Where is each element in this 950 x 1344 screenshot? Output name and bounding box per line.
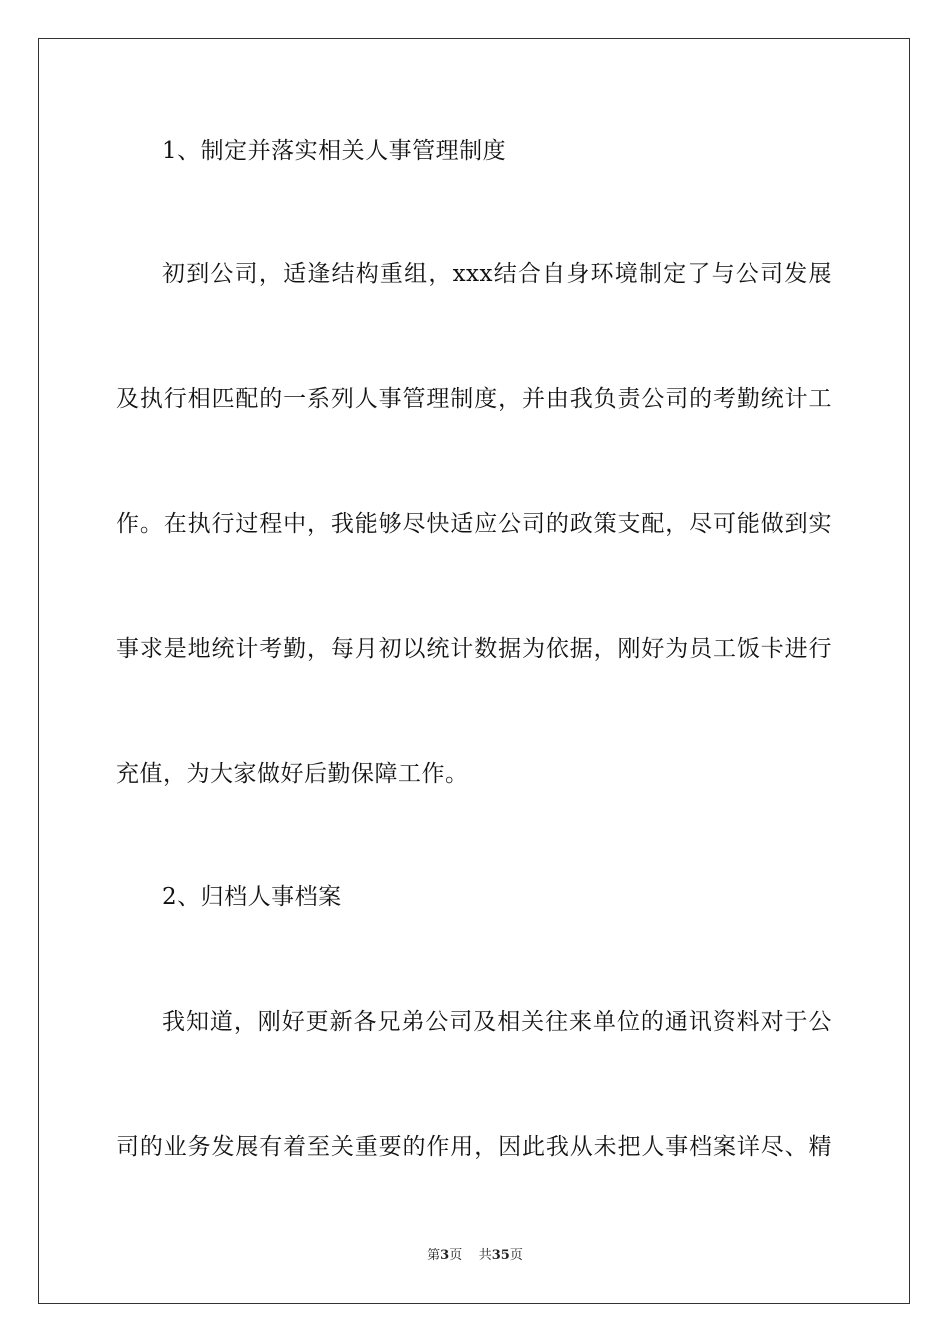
total-pages: 35 (491, 1248, 510, 1263)
paragraph-line: 我知道，刚好更新各兄弟公司及相关往来单位的通讯资料对于公 (162, 1009, 832, 1035)
page-suffix: 页 (449, 1248, 463, 1263)
total-suffix: 页 (509, 1248, 523, 1263)
paragraph-line: 及执行相匹配的一系列人事管理制度，并由我负责公司的考勤统计工 (116, 386, 832, 412)
page-footer (0, 1247, 950, 1265)
page-number: 3 (440, 1248, 450, 1263)
paragraph-line: 作。在执行过程中，我能够尽快适应公司的政策支配，尽可能做到实 (116, 511, 832, 537)
paragraph-line: 初到公司，适逢结构重组，xxx结合自身环境制定了与公司发展 (162, 261, 832, 287)
paragraph-line: 充值，为大家做好后勤保障工作。 (116, 761, 469, 787)
section-heading-1: 1、制定并落实相关人事管理制度 (162, 138, 507, 164)
page-border (38, 38, 910, 1304)
paragraph-line: 司的业务发展有着至关重要的作用，因此我从未把人事档案详尽、精 (116, 1134, 832, 1160)
page-prefix: 第 (427, 1248, 441, 1263)
section-heading-2: 2、归档人事档案 (162, 884, 342, 910)
paragraph-line: 事求是地统计考勤，每月初以统计数据为依据，刚好为员工饭卡进行 (116, 636, 832, 662)
total-prefix: 共 (478, 1248, 492, 1263)
